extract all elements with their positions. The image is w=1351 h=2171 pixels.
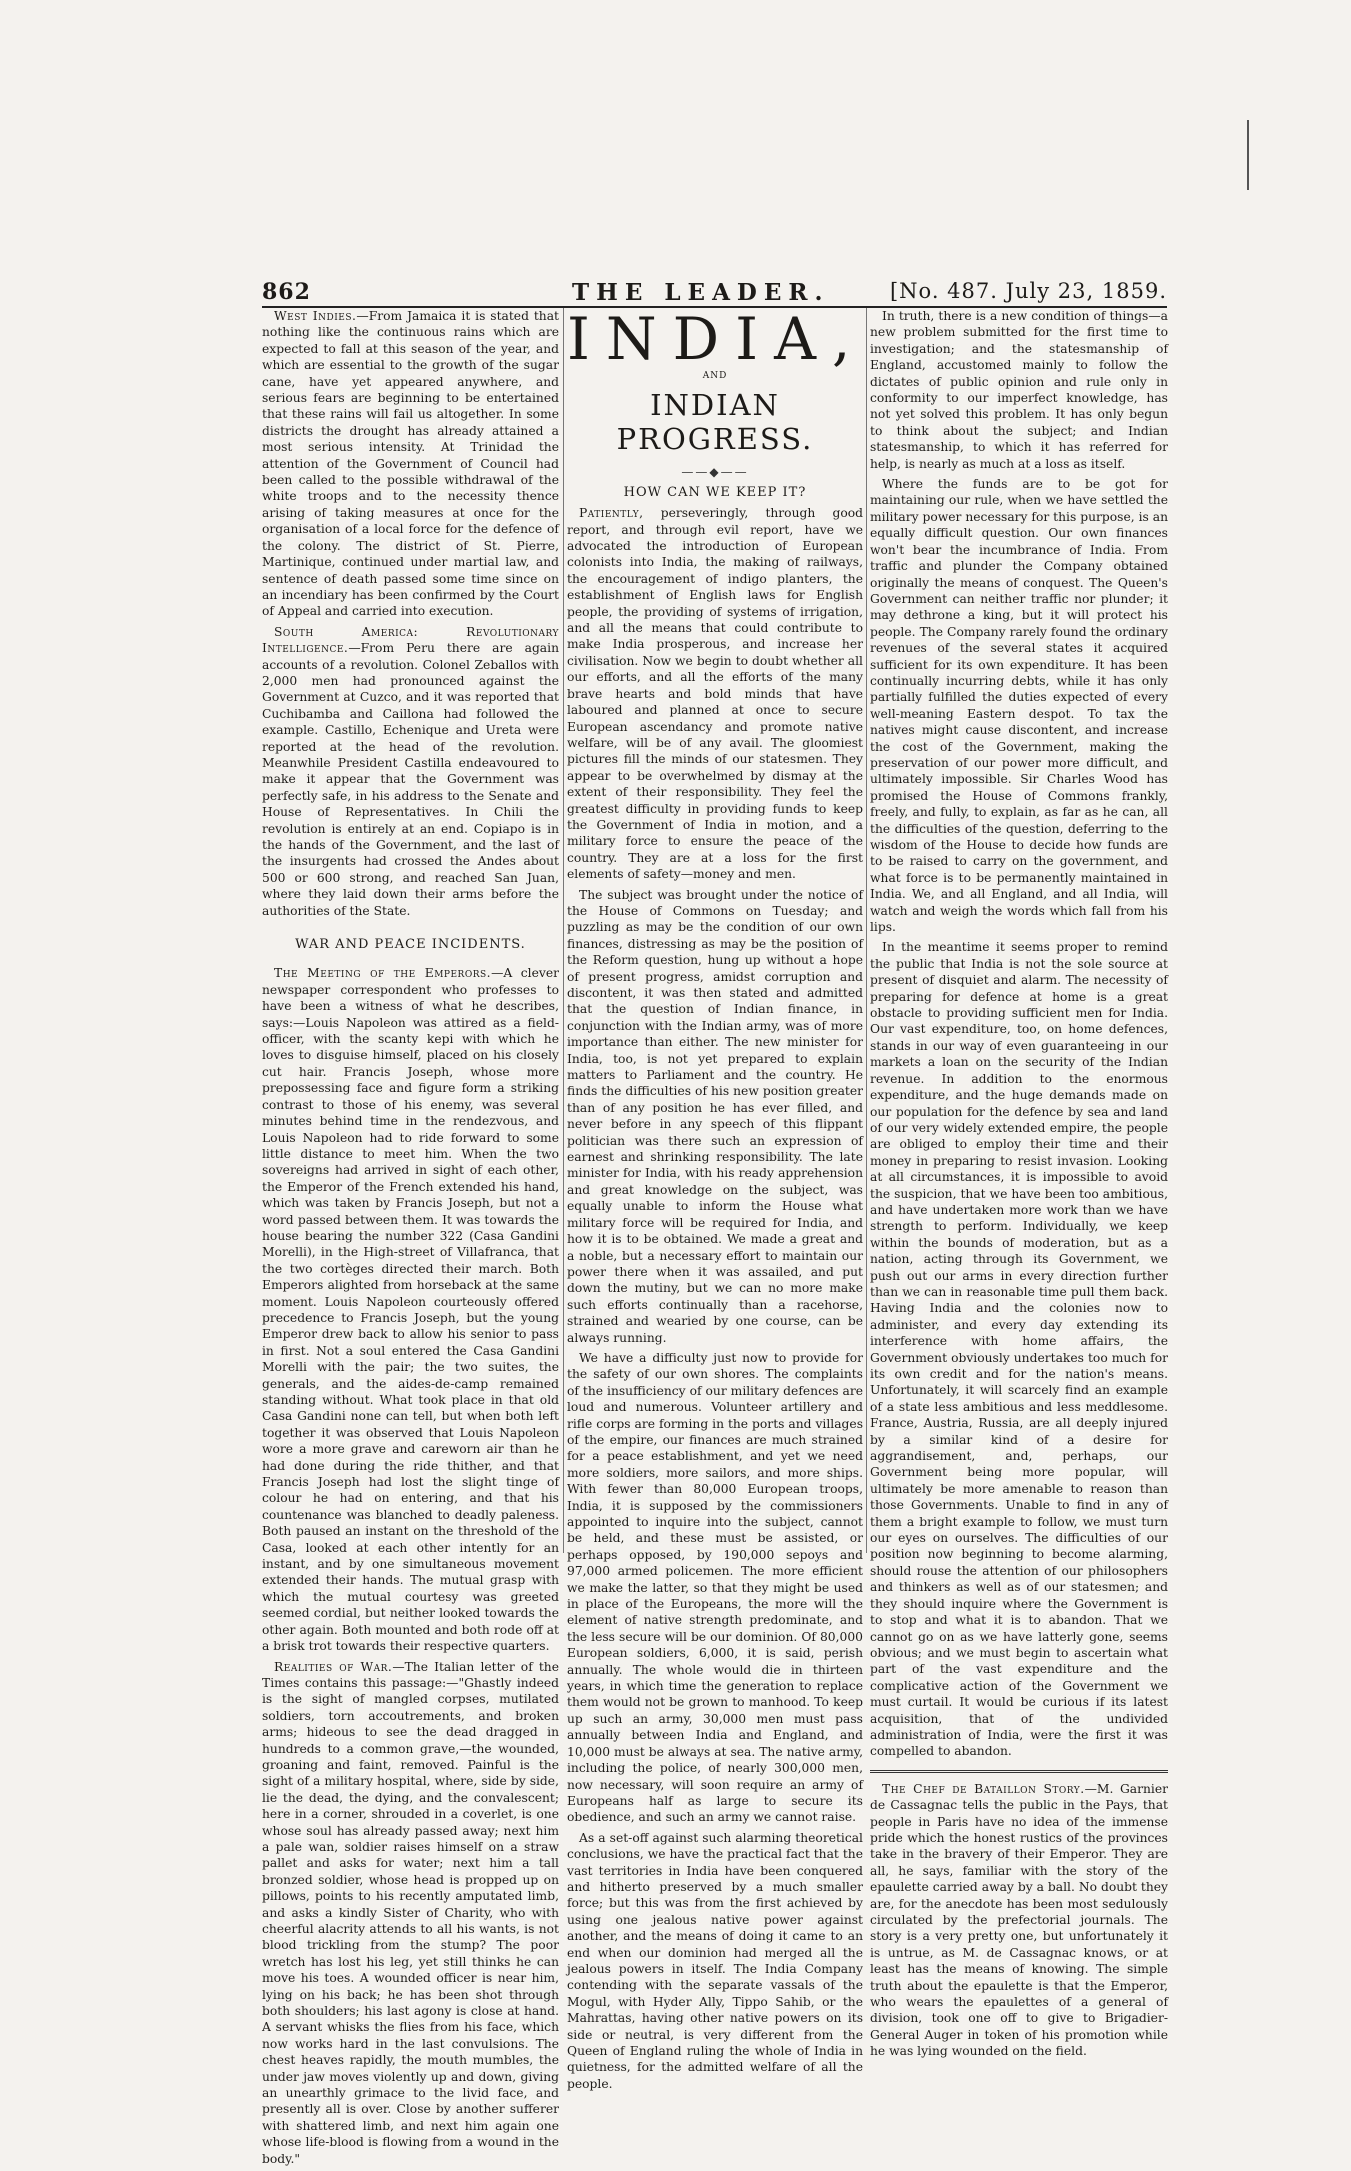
paragraph [567,505,863,882]
margin-mark [1247,120,1249,190]
paragraph: We have a difficulty just now to provide for the safety of our own shores. The complaints of the insufficiency of our military defences are loud and numerous. Volunteer artillery and rifle corps are forming in the ports and villages of the empire, our finances are much strained for a peace establishment, and yet we need more soldiers, more sailors, and more ships. With fewer than 80,000 European troops, India, it is supposed by the commissioners appointed to inquire into the subject, cannot be held, and these must be assisted, or perhaps opposed, by 190,000 sepoys and 97,000 armed policemen. The more efficient we make the latter, so that they might be used in place of the Europeans, the more will the element of native strength predominate, and the less secure will be our dominion. Of 80,000 European soldiers, 6,000, it is said, perish annually. The whole would die in thirteen years, in which time the generation to replace them would not be grown to manhood. To keep up such an army, 30,000 men must pass annually between India and England, and 10,000 must be always at sea. The native army, including the police, of nearly 300,000 men, now necessary, will soon require an army of Europeans half as large to secure its obedience, and such an army we cannot raise. [567,1350,863,1825]
india-subheadline: INDIAN PROGRESS. [616,388,814,457]
article-text: —M. Garnier de Cassagnac tells the public in the Pays, that people in Paris have no idea of the immense pride which the honest rustics of the provinces take in the bravery of their Emperor. They are all, he says, familiar with the story of the epaulette carried away by a ball. No doubt they are, for the anecdote has been most sedulously circulated by the prefectorial journals. The story is a very pretty one, but unfortunately it is untrue, as M. de Cassagnac knows, or at least has the means of knowing. The simple truth about the epaulette is that the Emperor, who wears the epaulettes of a general of division, took one off to give to Brigadier-General Auger in token of his promotion while he was lying wounded on the field. [870,1781,1168,2059]
article-text: —The Italian letter of the Times contains this passage:—"Ghastly indeed is the sight of mangled corpses, mutilated soldiers, torn accoutrements, and broken arms; hideous to see the dead dragged in hundreds to a common grave,—the wounded, groaning and faint, removed. Painful is the sight of a military hospital, where, side by side, lie the dead, the dying, and the convalescent; here in a corner, shrouded in a coverlet, is one whose soul has already passed away; next him a pale wan, soldier raises himself on a straw pallet and asks for water; next him a tall bronzed soldier, whose head is propped up on pillows, points to his recently amputated limb, and asks a kindly Sister of Charity, who with cheerful alacrity attends to all his wants, is not blood trickling from the stump? The poor wretch has lost his leg, yet still thinks he can move his toes. A wounded officer is near him, lying on his back; he has been shot through both shoulders; his last agony is close at hand. A servant whisks the flies from his face, which now works hard in the last convulsions. The chest heaves rapidly, the mouth mumbles, the under jaw moves violently up and down, giving an unearthly grimace to the livid face, and presently all is over. Close by another sufferer with shattered limb, and next him again one whose life-blood is flowing from a wound in the body." [262,1659,560,2166]
section-rule [870,1770,1168,1773]
paragraph: In the meantime it seems proper to remind the public that India is not the sole source at present of disquiet and alarm. The necessity of preparing for defence at home is a great obstacle to providing sufficient men for India. Our vast expenditure, too, on home defences, stands in our way of even guaranteeing in our markets a loan on the security of the Indian revenue. In addition to the enormous expenditure, and the huge demands made on our population for the defence by sea and land of our very widely extended empire, the people are obliged to employ their time and their money in preparing to resist invasion. Looking at all circumstances, it is impossible to avoid the suspicion, that we have been too ambitious, and have undertaken more work than we have strength to perform. Individually, we keep within the bounds of moderation, but as a nation, acting through its Government, we push out our arms in every direction further than we can in reasonable time pull them back. Having India and the colonies now to administer, and every day extending its interference with home affairs, the Government obviously undertakes too much for its own credit and for the nation's means. Unfortunately, it will scarcely find an example of a state less ambitious and less meddlesome. France, Austria, Russia, are all deeply injured by a similar kind of a desire for aggrandisement, and, perhaps, our Government being more popular, will ultimately be more amenable to reason than those Governments. Unable to find in any of them a bright example to follow, we must turn our eyes on ourselves. The difficulties of our position now beginning to become alarming, should rouse the attention of our philosophers and thinkers as well as of our statesmen; and they should inquire where the Government is to stop and what it is to abandon. That we cannot go on as we have latterly gone, seems obvious; and we must begin to ascertain what part of the vast expenditure and the complicative action of the Government we must curtail. It would be curious if its latest acquisition, that of the undivided administration of India, were the first it was compelled to abandon. [870,940,1168,1759]
article-heading: South America: Revolutionary Intelligence. [262,624,559,656]
column-2 [567,305,867,2096]
article-text: —From Jamaica it is stated that nothing like the continuous rains which are expected to fall at this season of the year, and which are essential to the growth of the sugar cane, have yet appeared anywhere, and serious fears are beginning to be entertained that these rains will fail us altogether. In some districts the drought has already attained a most serious intensity. At Trinidad the attention of the Government of Council had been called to the possible withdrawal of the white troops and to the necessity thence arising of taking measures at once for the organisation of a local force for the defence of the colony. The district of St. Pierre, Martinique, continued under martial law, and sentence of death passed some time since on an incendiary has been confirmed by the Court of Appeal and carried into execution. [262,309,559,619]
paragraph-text: perseveringly, through good report, and through evil report, have we advocated the introduction of European colonists into India, the making of railways, the encouragement of indigo planters, the establishment of English laws for English people, the providing of systems of irrigation, and all the means that could contribute to make India prosperous, and increase her civilisation. Now we begin to doubt whether all our efforts, and all the efforts of the many brave hearts and bold minds that have laboured and planned at once to secure European ascendancy and promote native welfare, will be of any avail. The gloomiest pictures fill the minds of our statesmen. They appear to be overwhelmed by dismay at the extent of their responsibility. They feel the greatest difficulty in providing funds to keep the Government of India in motion, and a military force to ensure the peace of the country. They are at a loss for the first elements of safety—money and men. [567,506,863,882]
lead-word: Patiently, [579,506,644,521]
article-text: —A clever newspaper correspondent who professes to have been a witness of what he describes, says:—Louis Napoleon was attired as a field-officer, with the scanty kepi with which he loves to disguise himself, placed on his closely cut hair. Francis Joseph, whose more prepossessing face and figure form a striking contrast to those of his enemy, was several minutes behind time in the rendezvous, and Louis Napoleon had to ride forward to some little distance to meet him. When the two sovereigns had arrived in sight of each other, the Emperor of the French extended his hand, which was taken by Francis Joseph, but not a word passed between them. It was towards the house bearing the number 322 (Casa Gandini Morelli), in the High-street of Villafranca, that the two cortèges directed their march. Both Emperors alighted from horseback at the same moment. Louis Napoleon courteously offered precedence to Francis Joseph, but the young Emperor drew back to allow his senior to pass in first. Not a soul entered the Casa Gandini Morelli with the pair; the two suites, the generals, and the aides-de-camp remained standing without. What took place in that old Casa Gandini none can tell, but when both left together it was observed that Louis Napoleon wore a more grave and careworn air than he had done during the ride thither, and that Francis Joseph had lost the slight tinge of colour he had on entering, and that his countenance was blanched to deadly paleness. Both paused an instant on the threshold of the Casa, looked at each other intently for an instant, and by one simultaneous movement extended their hands. The mutual grasp with which the mutual courtesy was greeted seemed cordial, but neither looked towards the other again. Both mounted and both rode off at a brisk trot towards their respective quarters. [262,966,559,1654]
article-meeting-emperors [262,965,559,1654]
paragraph: As a set-off against such alarming theoretical conclusions, we have the practical fact that the vast territories in India have been conquered and hitherto preserved by a much smaller force; but this was from the first achieved by using one jealous native power against another, and the means of doing it came to an end when our dominion had merged all the jealous powers in itself. The India Company contending with the separate vassals of the Mogul, with Hyder Ally, Tippo Sahib, or the Mahrattas, having other native powers on its side or neutral, is very different from the Queen of England ruling the whole of India in quietness, for the admitted welfare of all the people. [567,1830,863,2091]
and-connector: AND [702,371,728,381]
paragraph: Where the funds are to be got for maintaining our rule, when we have settled the military power necessary for this purpose, is an equally difficult question. Our own finances won't bear the incumbrance of India. From traffic and plunder the Company obtained originally the means of conquest. The Queen's Government can neither traffic nor plunder; it may dethrone a king, but it will protect his people. The Company rarely found the ordinary revenues of the several states it acquired sufficient for its own expenditure. It has been continually incurring debts, while it has only partially fulfilled the duties expected of every well-meaning Eastern despot. To tax the natives might cause discontent, and increase the cost of the Government, making the preservation of our power more difficult, and ultimately impossible. Sir Charles Wood has promised the House of Commons frankly, freely, and fully, to explain, as far as he can, all the difficulties of the question, deferring to the wisdom of the House to decide how funds are to be raised to carry on the government, and what force is to be permanently maintained in India. We, and all England, and all India, will watch and weigh the words which fall from his lips. [870,477,1168,935]
page-header [262,279,1167,305]
article-heading: The Meeting of the Emperors. [274,966,492,981]
section-title: WAR AND PEACE INCIDENTS. [295,937,526,953]
article-south-america [262,624,559,919]
column-1 [262,308,559,2171]
page-number: 862 [262,279,311,305]
article-west-indies [262,308,559,620]
india-headline: INDIA, [567,305,867,373]
column-divider [563,308,564,1553]
column-divider [866,308,867,1553]
issue-date: [No. 487. July 23, 1859. [889,279,1167,303]
article-heading: West Indies. [274,309,357,323]
column-3 [870,308,1168,2064]
article-text: —From Peru there are again accounts of a revolution. Colonel Zeballos with 2,000 men had pronounced against the Government at Cuzco, and it was reported that Cuchibamba and Caillona had followed the example. Castillo, Echenique and Ureta were reported at the head of the revolution. Meanwhile President Castilla endeavoured to make it appear that the Government was perfectly safe, in his address to the Senate and House of Representatives. In Chili the revolution is entirely at an end. Copiapo is in the hands of the Government, and the last of the insurgents had crossed the Andes about 500 or 600 strong, and reached San Juan, where they laid down their arms before the authorities of the State. [262,641,559,918]
article-question: HOW CAN WE KEEP IT? [623,484,807,500]
article-realities-of-war [262,1659,559,2168]
ornament-divider: ——◆—— [681,465,749,480]
paragraph: In truth, there is a new condition of things—a new problem submitted for the first time to investigation; and the statesmanship of England, accustomed mainly to follow the dictates of public opinion and rule only in conformity to our imperfect knowledge, has not yet solved this problem. It has only begun to think about the subject; and Indian statesmanship, to which it has referred for help, is nearly as much at a loss as itself. [870,309,1168,471]
paragraph: The subject was brought under the notice of the House of Commons on Tuesday; and puzzling as may be the condition of our own finances, distressing as may be the position of the Reform question, hung up without a hope of present progress, amidst corruption and discontent, it was then stated and admitted that the question of Indian finance, in conjunction with the Indian army, was of more importance than either. The new minister for India, too, is not yet prepared to explain matters to Parliament and the country. He finds the difficulties of his new position greater than of any position he has ever filled, and never before in any speech of this flippant politician was there such an expression of earnest and shrinking responsibility. The late minister for India, with his ready apprehension and great knowledge on the subject, was equally unable to inform the House what military force will be required for India, and how it is to be obtained. We made a great and a noble, but a necessary effort to maintain our power there when it was assailed, and put down the mutiny, but we can no more make such efforts continually than a racehorse, strained and wearied by one course, can be always running. [567,887,863,1345]
article-heading: Realities of War. [274,1659,393,1674]
newspaper-title: THE LEADER. [572,279,830,306]
article-chef-de-bataillon [870,1781,1168,2060]
article-heading: The Chef de Bataillon Story. [882,1781,1085,1796]
